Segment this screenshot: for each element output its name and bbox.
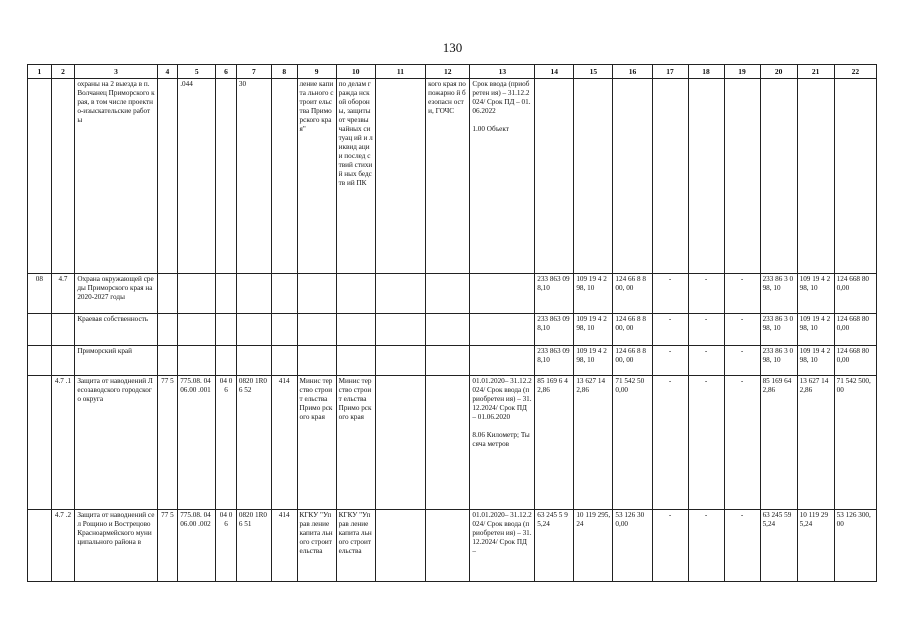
table-cell: [426, 376, 470, 510]
table-cell: [216, 314, 237, 346]
table-cell: 71 542 500,00: [613, 376, 652, 510]
table-cell: 10 119 295,24: [797, 510, 834, 582]
table-cell: [157, 79, 178, 274]
table-cell: -: [724, 346, 760, 376]
table-cell: 233 86 3 098, 10: [760, 346, 797, 376]
column-header: 3: [75, 65, 157, 79]
table-cell: [297, 274, 336, 314]
table-cell: 109 19 4 298, 10: [797, 274, 834, 314]
table-row: [28, 376, 877, 510]
table-cell: -: [688, 510, 724, 582]
table-cell: [271, 79, 297, 274]
table-cell: 63 245 595,24: [760, 510, 797, 582]
table-cell: 233 863 098,10: [535, 274, 574, 314]
document-table: [27, 64, 877, 582]
table-row: [28, 274, 877, 314]
column-header: 5: [178, 65, 216, 79]
table-cell: [271, 346, 297, 376]
table-cell: 0820 1R06 52: [236, 376, 271, 510]
table-cell: [797, 79, 834, 274]
table-cell: [375, 510, 425, 582]
column-header: 6: [216, 65, 237, 79]
table-cell: КГКУ "Управ ление капита льного строит ельства: [336, 510, 375, 582]
page-number: 130: [442, 40, 463, 55]
table-cell: Минис терство строит ельства Примо рского края: [336, 376, 375, 510]
table-cell: 109 19 4 298, 10: [797, 346, 834, 376]
table-cell: [157, 314, 178, 346]
table-cell: -: [652, 376, 688, 510]
table-cell: 109 19 4 298, 10: [574, 314, 613, 346]
table-cell: -: [724, 376, 760, 510]
column-header: 10: [336, 65, 375, 79]
table-cell: 85 169 642,86: [760, 376, 797, 510]
table-cell: 53 126 300,00: [613, 510, 652, 582]
table-cell: Приморский край: [75, 346, 157, 376]
table-cell: [613, 79, 652, 274]
column-header: 17: [652, 65, 688, 79]
table-cell: -: [688, 314, 724, 346]
table-cell: [834, 79, 876, 274]
table-cell: Охрана окружающей среды Приморского края на 2020-2027 годы: [75, 274, 157, 314]
table-cell: -: [688, 346, 724, 376]
table-cell: 109 19 4 298, 10: [574, 346, 613, 376]
column-header: 18: [688, 65, 724, 79]
header-row: [28, 65, 877, 79]
table-cell: Минис терство строит ельства Примо рского края: [297, 376, 336, 510]
table-cell: 77 5: [157, 376, 178, 510]
table-cell: 01.01.2020– 31.12.2024/ Срок ввода (приобретен ия) – 31.12.2024/ Срок ПД –: [470, 510, 535, 582]
column-header: 1: [28, 65, 52, 79]
table-cell: [178, 346, 216, 376]
table-cell: Краевая собственность: [75, 314, 157, 346]
table-cell: 124 66 8 800, 00: [613, 314, 652, 346]
table-cell: 414: [271, 510, 297, 582]
column-header: 20: [760, 65, 797, 79]
table-row: [28, 314, 877, 346]
table-cell: [216, 274, 237, 314]
column-header: 12: [426, 65, 470, 79]
table-cell: [297, 346, 336, 376]
table-cell: 71 542 500,00: [834, 376, 876, 510]
table-cell: -: [688, 274, 724, 314]
table-cell: [426, 510, 470, 582]
table-cell: [271, 314, 297, 346]
table-row: [28, 510, 877, 582]
table-cell: 414: [271, 376, 297, 510]
table-cell: Защита от наводнений сел Рощино и Вострецово Красноармейского муниципального района в: [75, 510, 157, 582]
table-cell: [157, 346, 178, 376]
table-cell: 233 86 3 098, 10: [760, 314, 797, 346]
table-cell: -: [724, 510, 760, 582]
table-cell: 124 66 8 800, 00: [613, 346, 652, 376]
table-cell: [51, 314, 75, 346]
table-cell: [375, 376, 425, 510]
table-cell: -: [724, 274, 760, 314]
table-cell: -: [652, 274, 688, 314]
table-cell: -: [652, 510, 688, 582]
table-cell: [426, 314, 470, 346]
table-cell: КГКУ "Управ ление капита льного строит ельства: [297, 510, 336, 582]
table-cell: 775.08. 0406.00 .002: [178, 510, 216, 582]
table-cell: 85 169 6 42,86: [535, 376, 574, 510]
table-cell: [652, 79, 688, 274]
table-cell: -: [724, 314, 760, 346]
table-cell: 13 627 142,86: [574, 376, 613, 510]
table-cell: [426, 346, 470, 376]
table-cell: [28, 346, 52, 376]
column-header: 8: [271, 65, 297, 79]
table-cell: [51, 346, 75, 376]
table-cell: 77 5: [157, 510, 178, 582]
table-cell: ление капита льного строит ельства Примо рского края": [297, 79, 336, 274]
table-cell: [470, 274, 535, 314]
table-cell: 233 86 3 098, 10: [760, 274, 797, 314]
table-cell: 0820 1R06 51: [236, 510, 271, 582]
table-cell: [51, 79, 75, 274]
table-cell: [28, 314, 52, 346]
table-cell: 124 668 800,00: [834, 274, 876, 314]
table-cell: [470, 314, 535, 346]
table-cell: 109 19 4 298, 10: [574, 274, 613, 314]
table-cell: 775.08. 0406.00 .001: [178, 376, 216, 510]
table-cell: [760, 79, 797, 274]
table-cell: [574, 79, 613, 274]
table-cell: по делам гражда нской оборон ы, защиты от чрезвы чайных ситуац ий и ликвид ации послед ствий стихий ных бедств ий ПК: [336, 79, 375, 274]
table-row: [28, 346, 877, 376]
table-cell: 109 19 4 298, 10: [797, 314, 834, 346]
column-header: 14: [535, 65, 574, 79]
table-cell: 30: [236, 79, 271, 274]
table-cell: 233 863 098,10: [535, 314, 574, 346]
table-cell: -: [652, 346, 688, 376]
table-cell: [375, 346, 425, 376]
table-cell: 124 668 800,00: [834, 346, 876, 376]
table-cell: 63 245 5 95,24: [535, 510, 574, 582]
table-cell: [297, 314, 336, 346]
table-cell: кого края по пожарно й безопасн ости, ГОЧС: [426, 79, 470, 274]
column-header: 16: [613, 65, 652, 79]
table-cell: -: [688, 376, 724, 510]
column-header: 21: [797, 65, 834, 79]
table-cell: [375, 314, 425, 346]
table-cell: [28, 376, 52, 510]
table-cell: 13 627 142,86: [797, 376, 834, 510]
column-header: 19: [724, 65, 760, 79]
column-header: 2: [51, 65, 75, 79]
table-cell: [375, 79, 425, 274]
table-cell: [375, 274, 425, 314]
table-cell: [236, 314, 271, 346]
column-header: 9: [297, 65, 336, 79]
table-cell: 08: [28, 274, 52, 314]
table-cell: [178, 314, 216, 346]
table-cell: -: [652, 314, 688, 346]
table-cell: 4.7: [51, 274, 75, 314]
table-cell: Защита от наводнений Лесозаводского городского округа: [75, 376, 157, 510]
table-cell: 4.7 .2: [51, 510, 75, 582]
table-cell: [470, 346, 535, 376]
table-cell: 10 119 295,24: [574, 510, 613, 582]
table-cell: .044: [178, 79, 216, 274]
column-header: 15: [574, 65, 613, 79]
table-cell: 01.01.2020– 31.12.2024/ Срок ввода (приобретен ия) – 31.12.2024/ Срок ПД – 01.06.2020 8.06 Километр; Тысяча метров: [470, 376, 535, 510]
table-cell: [688, 79, 724, 274]
table-cell: [178, 274, 216, 314]
table-cell: 04 06: [216, 510, 237, 582]
table-cell: 4.7 .1: [51, 376, 75, 510]
column-header: 11: [375, 65, 425, 79]
column-header: 7: [236, 65, 271, 79]
table-cell: [28, 79, 52, 274]
table-cell: [336, 314, 375, 346]
table-cell: 53 126 300,00: [834, 510, 876, 582]
table-cell: [336, 274, 375, 314]
table-cell: 124 668 800,00: [834, 314, 876, 346]
table-cell: [216, 346, 237, 376]
table-cell: 233 863 098,10: [535, 346, 574, 376]
table-cell: [724, 79, 760, 274]
table-cell: [236, 274, 271, 314]
table-cell: [157, 274, 178, 314]
table-cell: Срок ввода (приобретен ия) – 31.12.2024/ Срок ПД – 01.06.2022 1.00 Объект: [470, 79, 535, 274]
table-row: [28, 79, 877, 274]
table-cell: [336, 346, 375, 376]
table-cell: [28, 510, 52, 582]
table-cell: 04 06: [216, 376, 237, 510]
table-cell: [426, 274, 470, 314]
table-cell: 124 66 8 800, 00: [613, 274, 652, 314]
table-cell: [535, 79, 574, 274]
table-cell: [236, 346, 271, 376]
column-header: 4: [157, 65, 178, 79]
table-cell: [271, 274, 297, 314]
table-cell: [216, 79, 237, 274]
column-header: 13: [470, 65, 535, 79]
table-cell: охраны на 2 выезда в п. Волчанец Приморского края, в том числе проектно-изыскательские работы: [75, 79, 157, 274]
column-header: 22: [834, 65, 876, 79]
